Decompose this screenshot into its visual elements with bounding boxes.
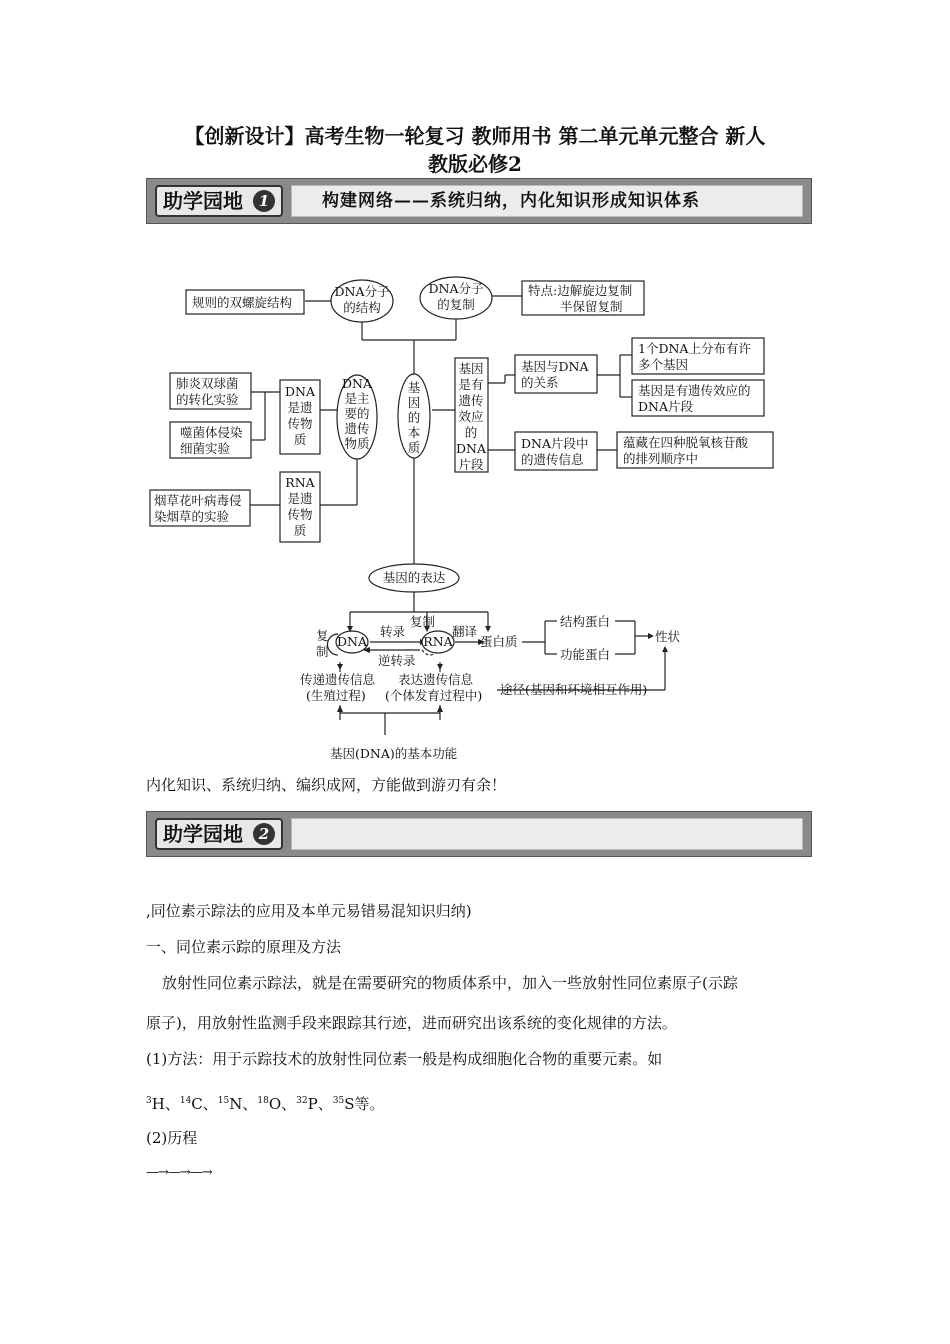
- label-func-protein: 功能蛋白: [560, 647, 611, 662]
- label-feature-2: 半保留复制: [560, 299, 623, 314]
- label-basic-func: 基因(DNA)的基本功能: [330, 746, 458, 761]
- iso-sup-5: 35: [332, 1096, 345, 1106]
- label-dna-main-3: 遗传: [344, 421, 370, 436]
- label-gene-def-0: 基因: [458, 361, 484, 376]
- label-gene-def-1: 是有: [458, 377, 484, 392]
- label-reverse: 逆转录: [378, 653, 416, 668]
- iso-sup-3: 18: [257, 1096, 269, 1106]
- label-gene-nature-4: 质: [407, 440, 421, 455]
- label-rna-gm-2: 传物: [287, 507, 313, 522]
- label-gene-is-2: DNA片段: [638, 399, 693, 414]
- section-banner-2: [146, 811, 812, 857]
- label-rna-gm-0: RNA: [285, 475, 315, 490]
- label-dna-gm-0: DNA: [285, 384, 315, 399]
- label-dna-struct-2: 的结构: [343, 300, 381, 315]
- label-dna-rep-1: DNA分子: [428, 281, 484, 296]
- iso-sup-4: 32: [296, 1096, 308, 1106]
- iso-el-3: O: [268, 1095, 282, 1113]
- label-rna-rep: 复制: [410, 614, 436, 629]
- label-gene-nature-0: 基: [407, 380, 421, 395]
- iso-sup-1: 14: [179, 1096, 192, 1106]
- label-expression: 基因的表达: [382, 570, 446, 585]
- title-line-1: 【创新设计】高考生物一轮复习 教师用书 第二单元单元整合 新人: [184, 124, 766, 148]
- label-transmit-1: 传递遗传信息: [300, 672, 376, 687]
- iso-sep: 、: [164, 1095, 180, 1113]
- document-title: [140, 122, 810, 178]
- paragraph-method: (1)方法：用于示踪技术的放射性同位素一般是构成细胞化合物的重要元素。如: [146, 1050, 663, 1068]
- title-line-2: 教版必修2: [428, 152, 522, 176]
- iso-end: 等。: [354, 1095, 385, 1113]
- label-dna-main-4: 物质: [344, 436, 370, 451]
- label-many-genes-1: 1个DNA上分布有许: [638, 341, 751, 356]
- intro-line: ,同位素示踪法的应用及本单元易错易混知识归纳): [146, 902, 472, 920]
- iso-sep: 、: [202, 1095, 218, 1113]
- label-gene-dna-1: 基因与DNA: [521, 359, 589, 374]
- banner-number-badge: 1: [253, 190, 275, 212]
- label-gene-def-2: 遗传: [458, 393, 484, 408]
- label-express-2: (个体发育过程中): [385, 688, 483, 703]
- iso-sup-2: 15: [217, 1096, 230, 1106]
- banner-tag: [155, 818, 283, 850]
- section-heading: 一、同位素示踪的原理及方法: [146, 938, 342, 956]
- label-dna-main-1: 是主: [344, 391, 370, 406]
- label-stored-1: 蕴藏在四种脱氧核苷酸: [623, 435, 749, 450]
- label-express-1: 表达遗传信息: [398, 672, 474, 687]
- label-self-rep-2: 制: [316, 644, 329, 659]
- label-self-rep-1: 复: [316, 628, 329, 643]
- iso-sep: 、: [281, 1095, 297, 1113]
- iso-el-1: C: [191, 1095, 203, 1113]
- label-gene-is-1: 基因是有遗传效应的: [638, 383, 751, 398]
- label-tmv-1: 烟草花叶病毒侵: [154, 493, 242, 508]
- paragraph-1b: 原子)，用放射性监测手段来跟踪其行迹，进而研究出该系统的变化规律的方法。: [146, 1014, 677, 1032]
- banner-number-badge: 2: [253, 823, 275, 845]
- label-struct-protein: 结构蛋白: [560, 614, 611, 629]
- banner-tag-label: 助学园地: [163, 189, 243, 213]
- label-dna-struct-1: DNA分子: [334, 284, 390, 299]
- label-frag-info-1: DNA片段中: [521, 436, 589, 451]
- label-pneumo-2: 的转化实验: [176, 392, 239, 407]
- process-arrows: —→—→—→: [146, 1165, 212, 1180]
- label-gene-def-5: DNA: [456, 441, 486, 456]
- label-transcription: 转录: [380, 624, 406, 639]
- label-dna-gm-3: 质: [293, 432, 307, 447]
- label-phage-1: 噬菌体侵染: [180, 425, 243, 440]
- label-gene-dna-2: 的关系: [521, 375, 559, 390]
- banner-heading-empty: [291, 818, 803, 850]
- iso-el-5: S: [344, 1095, 355, 1113]
- label-dna-gm-1: 是遗: [287, 400, 313, 415]
- paragraph-process: (2)历程: [146, 1129, 198, 1147]
- iso-sep: 、: [242, 1095, 258, 1113]
- banner-tag: [155, 185, 283, 217]
- label-dna-main-2: 要的: [344, 406, 370, 421]
- label-gene-nature-1: 因: [407, 395, 421, 410]
- paragraph-1a: 放射性同位素示踪法，就是在需要研究的物质体系中，加入一些放射性同位素原子(示踪: [162, 974, 738, 992]
- label-gene-nature-3: 本: [407, 425, 421, 440]
- label-dna-node: DNA: [337, 634, 367, 649]
- section-banner-1: [146, 178, 812, 224]
- label-tmv-2: 染烟草的实验: [154, 509, 230, 524]
- diagram-caption: 内化知识、系统归纳、编织成网，方能做到游刃有余！: [146, 776, 507, 794]
- label-trait: 性状: [655, 629, 681, 644]
- label-pneumo-1: 肺炎双球菌: [176, 376, 239, 391]
- label-gene-def-6: 片段: [458, 457, 484, 472]
- label-pathway: 途径(基因和环境相互作用): [500, 682, 648, 697]
- label-gene-nature-2: 的: [407, 410, 421, 425]
- label-stored-2: 的排列顺序中: [623, 451, 699, 466]
- label-dna-gm-2: 传物: [287, 416, 313, 431]
- label-gene-def-3: 效应: [458, 409, 484, 424]
- iso-el-4: P: [307, 1095, 318, 1113]
- label-rna-gm-3: 质: [293, 523, 307, 538]
- banner-heading: 构建网络——系统归纳，内化知识形成知识体系: [291, 185, 803, 217]
- label-dna-rep-2: 的复制: [437, 297, 475, 312]
- label-helix: 规则的双螺旋结构: [192, 295, 293, 310]
- banner-tag-label: 助学园地: [163, 822, 243, 846]
- label-transmit-2: (生殖过程): [306, 688, 366, 703]
- label-dna-main-0: DNA: [342, 376, 372, 391]
- iso-el-0: H: [151, 1095, 165, 1113]
- label-protein: 蛋白质: [480, 634, 518, 649]
- label-rna-node: RNA: [423, 634, 453, 649]
- label-gene-def-4: 的: [464, 425, 478, 440]
- iso-el-2: N: [229, 1095, 243, 1113]
- label-feature-1: 特点:边解旋边复制: [528, 283, 633, 298]
- iso-sup-0: 3: [146, 1096, 152, 1106]
- label-many-genes-2: 多个基因: [638, 357, 689, 372]
- iso-sep: 、: [317, 1095, 333, 1113]
- label-rna-gm-1: 是遗: [287, 491, 313, 506]
- isotope-list: [146, 1090, 384, 1115]
- concept-map-diagram: [140, 270, 780, 770]
- label-frag-info-2: 的遗传信息: [521, 452, 584, 467]
- label-translation: 翻译: [452, 624, 478, 639]
- label-phage-2: 细菌实验: [180, 441, 231, 456]
